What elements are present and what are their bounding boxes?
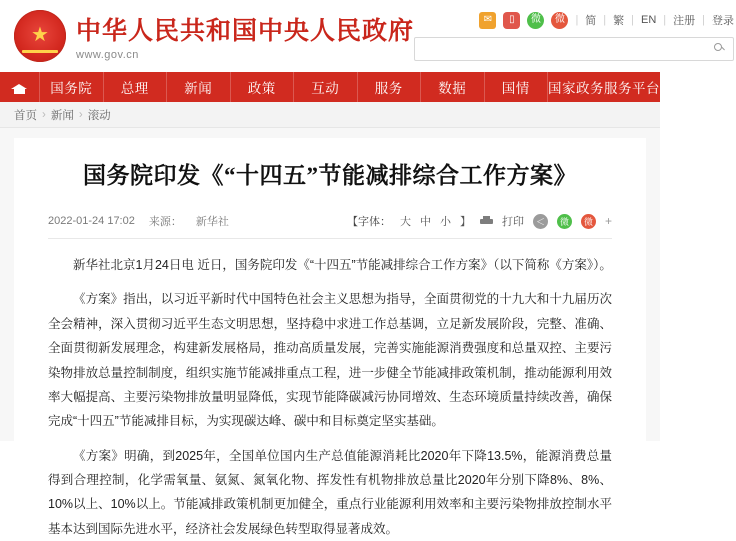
source-label: 来源： xyxy=(148,216,182,229)
print-icon[interactable] xyxy=(480,216,493,226)
header-utility-bar xyxy=(479,12,734,29)
fontsize-large-button[interactable]: 大 xyxy=(399,216,411,229)
article-meta xyxy=(48,213,612,239)
divider: | xyxy=(663,14,667,26)
fontsize-label: 【字体： xyxy=(346,216,391,229)
wechat-icon[interactable]: 微 xyxy=(527,12,544,29)
weibo-share-icon[interactable]: 微 xyxy=(581,214,596,229)
article-meta-left xyxy=(48,213,229,229)
fontsize-medium-button[interactable]: 中 xyxy=(419,216,431,229)
share-more-button[interactable]: + xyxy=(604,214,612,229)
site-header xyxy=(0,0,735,72)
nav-item-government-service-platform[interactable]: 国家政务服务平台 xyxy=(548,81,660,96)
search-input[interactable] xyxy=(421,42,713,56)
article-body xyxy=(48,253,612,541)
article-paragraph: 《方案》指出，以习近平新时代中国特色社会主义思想为指导，全面贯彻党的十九大和十九届历次全会精神，深入贯彻习近平生态文明思想，坚持稳中求进工作总基调，立足新发展阶段，完整、准确、全面贯彻新发展理念，构建新发展格局，推动高质量发展，完善实施能源消费强度和总量双控、主要污染物排放总量控制制度，组织实施节能减排重点工程，进一步健全节能减排政策机制，推动能源利用效率大幅提高、主要污染物排放量明显降低，实现节能降碳减污协同增效、生态环境质量持续改善，确保完成“十四五”节能减排目标，为实现碳达峰、碳中和目标奠定坚实基础。 xyxy=(48,292,612,429)
source-name: 新华社 xyxy=(195,216,229,229)
divider: | xyxy=(631,14,635,26)
breadcrumb-separator: › xyxy=(42,108,46,121)
nav-item-zongli[interactable]: 总理 xyxy=(104,72,168,102)
article-meta-right xyxy=(347,213,612,229)
lang-simplified-link[interactable]: 简 xyxy=(585,15,597,27)
search-icon[interactable] xyxy=(713,42,727,56)
lang-english-link[interactable]: EN xyxy=(641,14,657,26)
nav-item-shuju[interactable]: 数据 xyxy=(421,72,485,102)
print-button[interactable]: 打印 xyxy=(501,216,524,229)
article-container xyxy=(14,138,646,536)
article-paragraph: 《方案》明确，到2025年，全国单位国内生产总值能源消耗比2020年下降13.5%，能源消费总量得到合理控制，化学需氧量、氨氮、氮氧化物、挥发性有机物排放总量比2020年分别下降8%、8%、10%以上、10%以上。节能减排政策机制更加健全，重点行业能源利用效率和主要污染物排放控制水平基本达到国际先进水平，经济社会发展绿色转型取得显著成效。 xyxy=(48,448,612,536)
article-paragraph: 新华社北京1月24日电 近日，国务院印发《“十四五”节能减排综合工作方案》（以下简称《方案》）。 xyxy=(73,258,612,273)
wechat-share-icon[interactable]: 微 xyxy=(557,214,572,229)
nav-item-hudong[interactable]: 互动 xyxy=(294,72,358,102)
divider: | xyxy=(702,14,706,26)
register-link[interactable]: 注册 xyxy=(673,15,696,27)
breadcrumb-item-news[interactable]: 新闻 xyxy=(50,109,74,122)
search-box[interactable] xyxy=(414,37,734,61)
national-emblem-icon xyxy=(14,10,66,62)
lang-traditional-link[interactable]: 繁 xyxy=(613,15,625,27)
nav-item-guowuyuan[interactable]: 国务院 xyxy=(40,72,104,102)
breadcrumb xyxy=(0,102,660,128)
site-branding xyxy=(76,11,414,61)
fontsize-small-button[interactable]: 小 xyxy=(439,216,451,229)
mobile-icon[interactable]: ▯ xyxy=(503,12,520,29)
mail-icon[interactable]: ✉ xyxy=(479,12,496,29)
page-title: 国务院印发《“十四五”节能减排综合工作方案》 xyxy=(83,163,577,188)
login-link[interactable]: 登录 xyxy=(712,15,735,27)
site-url: www.gov.cn xyxy=(76,49,139,61)
breadcrumb-separator: › xyxy=(78,108,83,121)
fontsize-close-bracket: 】 xyxy=(459,216,471,229)
site-title: 中华人民共和国中央人民政府 xyxy=(76,18,415,45)
divider: | xyxy=(603,14,607,26)
breadcrumb-item-home[interactable]: 首页 xyxy=(14,109,37,122)
share-icon[interactable]: ＜ xyxy=(533,214,548,229)
header-right xyxy=(414,12,736,61)
breadcrumb-item-rolling[interactable]: 滚动 xyxy=(87,109,111,122)
nav-item-guoqing[interactable]: 国情 xyxy=(485,72,549,102)
publish-date: 2022-01-24 17:02 xyxy=(48,215,135,228)
main-nav xyxy=(0,72,660,102)
nav-item-zhengce[interactable]: 政策 xyxy=(231,72,295,102)
weibo-icon[interactable]: 微 xyxy=(551,12,568,29)
home-icon xyxy=(11,81,28,94)
nav-item-xinwen[interactable]: 新闻 xyxy=(167,72,231,102)
nav-item-fuwu[interactable]: 服务 xyxy=(358,72,422,102)
nav-home-button[interactable] xyxy=(0,72,40,102)
divider: | xyxy=(575,14,579,26)
